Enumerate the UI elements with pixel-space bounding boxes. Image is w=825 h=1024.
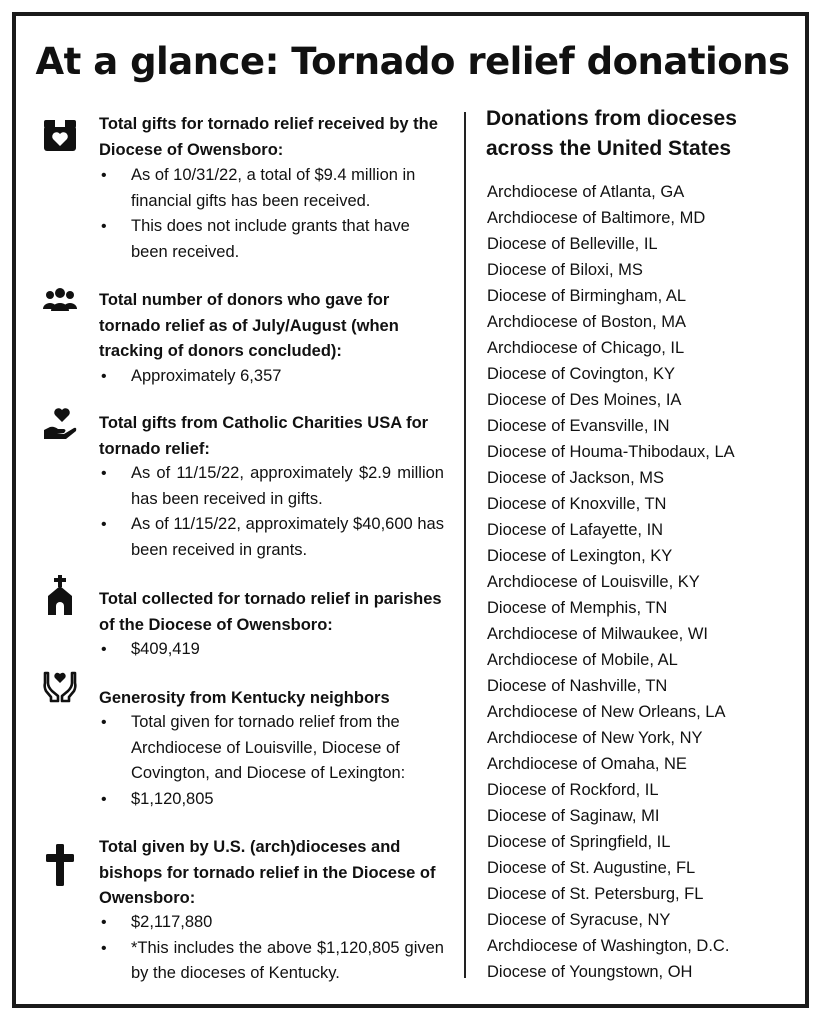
section-heading: Total gifts from Catholic Charities USA for tornado relief: bbox=[99, 414, 429, 458]
list-item: Archdiocese of Omaha, NE bbox=[487, 755, 687, 773]
section-heading: Total collected for tornado relief in parishes of the Diocese of Owensboro: bbox=[99, 590, 442, 634]
bullet-glyph: • bbox=[101, 516, 107, 533]
bullet-text: As of 11/15/22, approximately $40,600 has been received in grants. bbox=[131, 515, 444, 559]
list-item: Archdiocese of Washington, D.C. bbox=[487, 937, 730, 955]
dioceses-heading: Donations from dioceses across the United States bbox=[486, 107, 737, 160]
list-item bbox=[99, 910, 444, 936]
bullet-glyph: • bbox=[101, 167, 107, 184]
list-item: Diocese of Saginaw, MI bbox=[487, 807, 660, 825]
list-item: Archdiocese of Milwaukee, WI bbox=[487, 625, 709, 643]
list-item: Diocese of Knoxville, TN bbox=[487, 495, 667, 513]
bullet-glyph: • bbox=[101, 790, 107, 808]
list-item: Diocese of Evansville, IN bbox=[487, 417, 670, 435]
dioceses-list bbox=[487, 179, 787, 985]
list-item: Diocese of Belleville, IL bbox=[487, 235, 658, 253]
column-divider bbox=[464, 112, 466, 978]
page-title: At a glance: Tornado relief donations bbox=[35, 40, 790, 83]
section-bullets bbox=[99, 910, 444, 987]
list-item: Archdiocese of Baltimore, MD bbox=[487, 209, 706, 227]
list-item bbox=[99, 936, 444, 987]
list-item: Diocese of Jackson, MS bbox=[487, 469, 664, 487]
list-item: Archdiocese of Chicago, IL bbox=[487, 339, 685, 357]
list-item: Diocese of Covington, KY bbox=[487, 365, 676, 383]
people-group-icon bbox=[42, 284, 78, 320]
bullet-text: $2,117,880 bbox=[131, 913, 213, 931]
list-item: Diocese of St. Petersburg, FL bbox=[487, 885, 704, 903]
list-item: Diocese of Lafayette, IN bbox=[487, 521, 664, 539]
bullet-glyph: • bbox=[101, 939, 107, 957]
bullet-text: $1,120,805 bbox=[131, 789, 214, 808]
section-heading: Generosity from Kentucky neighbors bbox=[99, 689, 390, 707]
section-heading: Total number of donors who gave for tornado relief as of July/August (when tracking of donors concluded): bbox=[99, 291, 399, 360]
bullet-text: *This includes the above $1,120,805 given by the dioceses of Kentucky. bbox=[131, 938, 444, 982]
hand-holding-heart-icon bbox=[42, 406, 78, 442]
list-item bbox=[99, 710, 444, 787]
list-item: Diocese of Birmingham, AL bbox=[487, 287, 687, 305]
list-item: Diocese of Biloxi, MS bbox=[487, 261, 643, 279]
cross-icon bbox=[42, 843, 78, 887]
bullet-glyph: • bbox=[101, 218, 107, 235]
bullet-text: Total given for tornado relief from the Archdiocese of Louisville, Diocese of Covington, and Diocese of Lexington: bbox=[131, 713, 406, 782]
list-item: Diocese of Des Moines, IA bbox=[487, 391, 682, 409]
section-bullets bbox=[99, 364, 444, 390]
bullet-glyph: • bbox=[101, 914, 107, 931]
section-bullets bbox=[99, 163, 444, 265]
list-item: Diocese of Memphis, TN bbox=[487, 599, 668, 617]
list-item bbox=[99, 512, 444, 563]
list-item: Archdiocese of Mobile, AL bbox=[487, 651, 678, 669]
bullet-glyph: • bbox=[101, 368, 107, 385]
bullet-text: Approximately 6,357 bbox=[131, 367, 282, 385]
section-bullets bbox=[99, 637, 444, 663]
bullet-text: As of 11/15/22, approximately $2.9 million has been received in gifts. bbox=[131, 464, 444, 508]
bullet-glyph: • bbox=[101, 641, 107, 658]
bullet-glyph: • bbox=[101, 465, 107, 482]
hands-heart-icon bbox=[42, 667, 78, 703]
list-item bbox=[99, 163, 444, 214]
list-item: Diocese of Lexington, KY bbox=[487, 547, 673, 565]
section-bullets bbox=[99, 461, 444, 563]
section-bullets bbox=[99, 710, 444, 812]
list-item bbox=[99, 364, 444, 390]
list-item: Diocese of St. Augustine, FL bbox=[487, 859, 696, 877]
bullet-text: As of 10/31/22, a total of $9.4 million in financial gifts has been received. bbox=[131, 166, 416, 210]
list-item: Diocese of Syracuse, NY bbox=[487, 911, 671, 929]
list-item: Diocese of Youngstown, OH bbox=[487, 963, 693, 981]
list-item: Archdiocese of Boston, MA bbox=[487, 313, 687, 331]
bullet-text: $409,419 bbox=[131, 640, 200, 658]
section-heading: Total gifts for tornado relief received by the Diocese of Owensboro: bbox=[99, 115, 438, 159]
church-icon bbox=[42, 574, 78, 616]
list-item: Diocese of Nashville, TN bbox=[487, 677, 668, 695]
list-item bbox=[99, 787, 444, 813]
donation-box-heart-icon bbox=[42, 117, 78, 153]
list-item bbox=[99, 461, 444, 512]
list-item: Archdiocese of New York, NY bbox=[487, 729, 703, 747]
list-item: Archdiocese of Louisville, KY bbox=[487, 573, 700, 591]
bullet-glyph: • bbox=[101, 714, 107, 731]
list-item: Diocese of Houma-Thibodaux, LA bbox=[487, 443, 735, 461]
bullet-text: This does not include grants that have been received. bbox=[131, 217, 410, 261]
list-item: Archdiocese of Atlanta, GA bbox=[487, 183, 685, 201]
section-heading: Total given by U.S. (arch)dioceses and bishops for tornado relief in the Diocese of Owensboro: bbox=[99, 838, 436, 907]
list-item bbox=[99, 214, 444, 265]
list-item: Diocese of Springfield, IL bbox=[487, 833, 671, 851]
list-item bbox=[99, 637, 444, 663]
list-item: Diocese of Rockford, IL bbox=[487, 781, 659, 799]
list-item: Archdiocese of New Orleans, LA bbox=[487, 703, 726, 721]
